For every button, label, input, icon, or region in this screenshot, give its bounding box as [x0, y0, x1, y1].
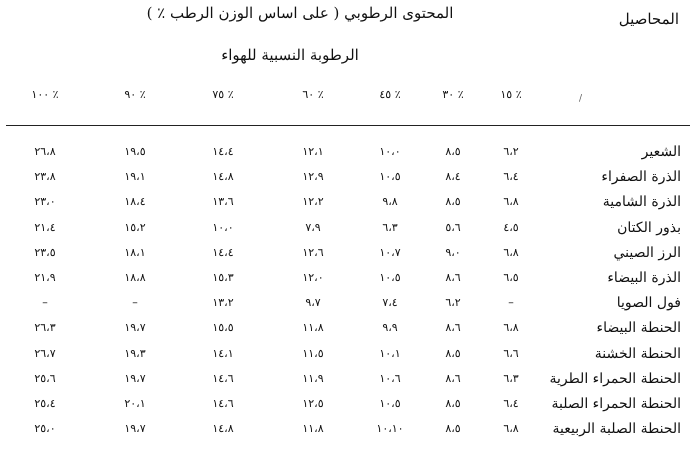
crop-name: الذرة البيضاء	[607, 270, 681, 286]
table-cell: ١٠،٧	[379, 245, 401, 259]
table-cell: ١٢،٥	[302, 397, 324, 410]
table-row	[0, 421, 693, 445]
table-cell: ٩،٧	[305, 296, 321, 310]
col-header-45: ٪ ٤٥	[379, 88, 401, 101]
table-cell: ١٢،٦	[302, 245, 324, 259]
table-row	[0, 396, 693, 420]
table-row	[0, 270, 693, 294]
table-cell: ٦،٥	[503, 271, 519, 284]
table-cell: ٦،٤	[503, 170, 519, 184]
table-cell: ١٥،٣	[212, 271, 234, 284]
table-row	[0, 346, 693, 370]
table-cell: ٥،٦	[445, 220, 461, 234]
col-header-100: ٪ ١٠٠	[31, 88, 59, 101]
table-cell: ٨،٤	[445, 170, 461, 184]
table-cell: ٢١،٤	[34, 220, 56, 234]
table-row	[0, 220, 693, 244]
table-cell: ٨،٥	[445, 397, 461, 410]
crop-name: الرز الصيني	[613, 244, 681, 261]
table-cell: ٤،٥	[503, 220, 519, 234]
table-cell: ٨،٥	[445, 346, 461, 360]
table-cell: ٨،٥	[445, 422, 461, 436]
table-cell: ١١،٩	[302, 371, 324, 385]
table-cell: ١٩،١	[124, 170, 146, 184]
table-cell: ٦،٢	[445, 296, 461, 310]
table-row	[0, 144, 693, 168]
col-header-75: ٪ ٧٥	[212, 88, 234, 101]
col-header-15: ٪ ١٥	[500, 88, 522, 101]
table-cell: ١٤،٤	[212, 145, 234, 158]
header-divider	[6, 125, 690, 126]
col-header-90: ٪ ٩٠	[124, 88, 146, 101]
table-cell: ١٩،٣	[124, 346, 146, 360]
table-row	[0, 320, 693, 344]
table-cell: ١٢،٩	[302, 170, 324, 184]
table-row	[0, 371, 693, 395]
crop-name: الحنطة الصلبة الربيعية	[552, 421, 681, 438]
table-cell: ١٠،١٠	[376, 422, 404, 436]
table-cell: ٩،٩	[382, 321, 398, 335]
table-cell: ١٩،٧	[124, 321, 146, 335]
table-cell: ٦،٨	[503, 422, 519, 436]
table-cell: ٢٣،٥	[34, 245, 56, 259]
stray-mark: /	[579, 94, 583, 104]
crop-name: الذرة الشامية	[602, 194, 681, 211]
table-cell: ٦،٣	[503, 371, 519, 385]
table-cell: ١٨،١	[124, 245, 146, 259]
table-row	[0, 194, 693, 218]
table-cell: ٧،٤	[382, 296, 398, 310]
table-cell: –	[42, 296, 48, 310]
crop-name: الحنطة الحمراء الطرية	[549, 370, 681, 387]
humidity-group-header: الرطوبة النسبية للهواء	[221, 46, 359, 64]
table-cell: ٢٥،٠	[34, 422, 56, 436]
table-cell: ٢٠،١	[124, 397, 146, 410]
crops-column-header: المحاصيل	[618, 10, 679, 28]
table-row	[0, 295, 693, 319]
crop-name: بذور الكتان	[617, 219, 681, 236]
table-cell: ١٩،٧	[124, 422, 146, 436]
table-title: المحتوى الرطوبي ( على اساس الوزن الرطب ٪ )	[146, 4, 454, 22]
table-cell: ٦،٣	[382, 220, 398, 234]
table-cell: ٦،٨	[503, 245, 519, 259]
table-cell: ١٥،٢	[124, 220, 146, 234]
crop-name: الحنطة الحمراء الصلبة	[551, 396, 681, 412]
table-cell: ٢٣،٨	[34, 170, 56, 184]
table-cell: ٩،٨	[382, 195, 398, 209]
table-cell: ١٠،٥	[379, 170, 401, 184]
table-cell: ١٥،٥	[212, 321, 234, 335]
table-cell: ٦،٢	[503, 145, 519, 158]
crop-name: الحنطة الخشنة	[594, 345, 681, 362]
table-cell: ١٠،٦	[379, 371, 401, 385]
table-row	[0, 169, 693, 193]
table-cell: ٧،٩	[305, 220, 321, 234]
table-cell: ٩،٠	[445, 245, 461, 259]
table-cell: ١٠،٠	[212, 220, 234, 234]
table-cell: ٦،٤	[503, 397, 519, 410]
table-cell: ١٩،٧	[124, 371, 146, 385]
table-cell: ١٤،٤	[212, 245, 234, 259]
table-cell: ١٣،٦	[212, 195, 234, 209]
table-cell: ١٨،٤	[124, 195, 146, 209]
table-cell: ٨،٦	[445, 271, 461, 284]
table-cell: ١٢،٠	[302, 271, 324, 284]
table-cell: ٨،٥	[445, 145, 461, 158]
table-row	[0, 245, 693, 269]
table-cell: ٢٥،٦	[34, 371, 56, 385]
crop-name: الذرة الصفراء	[601, 169, 681, 186]
table-cell: ٢٥،٤	[34, 397, 56, 410]
table-cell: ٨،٦	[445, 321, 461, 335]
table-cell: ٢٦،٨	[34, 145, 56, 158]
table-cell: ٨،٥	[445, 195, 461, 209]
table-cell: ١٤،١	[212, 346, 234, 360]
table-cell: –	[132, 296, 138, 310]
table-cell: ١١،٨	[302, 321, 324, 335]
table-cell: ١٤،٨	[212, 422, 234, 436]
table-cell: ١٣،٢	[212, 296, 234, 310]
table-cell: ٦،٨	[503, 321, 519, 335]
table-cell: ١٠،٥	[379, 397, 401, 410]
col-header-60: ٪ ٦٠	[302, 88, 324, 101]
table-cell: ١١،٥	[302, 346, 324, 360]
table-cell: –	[508, 296, 514, 310]
table-cell: ١٤،٦	[212, 371, 234, 385]
table-cell: ١٤،٦	[212, 397, 234, 410]
table-cell: ٢٦،٧	[34, 346, 56, 360]
table-cell: ٢٣،٠	[34, 195, 56, 209]
table-cell: ٦،٦	[503, 346, 519, 360]
table-cell: ١٠،١	[379, 346, 401, 360]
table-cell: ١٠،٥	[379, 271, 401, 284]
crop-name: فول الصويا	[616, 295, 681, 312]
table-cell: ٨،٦	[445, 371, 461, 385]
table-cell: ١٢،٢	[302, 195, 324, 209]
table-cell: ١٢،١	[302, 145, 324, 158]
table-cell: ١٨،٨	[124, 271, 146, 284]
table-cell: ١٠،٠	[379, 145, 401, 158]
table-cell: ٢١،٩	[34, 271, 56, 284]
table-cell: ٦،٨	[503, 195, 519, 209]
table-cell: ٢٦،٣	[34, 321, 56, 335]
table-cell: ١١،٨	[302, 422, 324, 436]
table-cell: ١٩،٥	[124, 145, 146, 158]
table-cell: ١٤،٨	[212, 170, 234, 184]
crop-name: الحنطة البيضاء	[596, 320, 681, 337]
crop-name: الشعير	[641, 144, 681, 160]
col-header-30: ٪ ٣٠	[442, 88, 464, 101]
